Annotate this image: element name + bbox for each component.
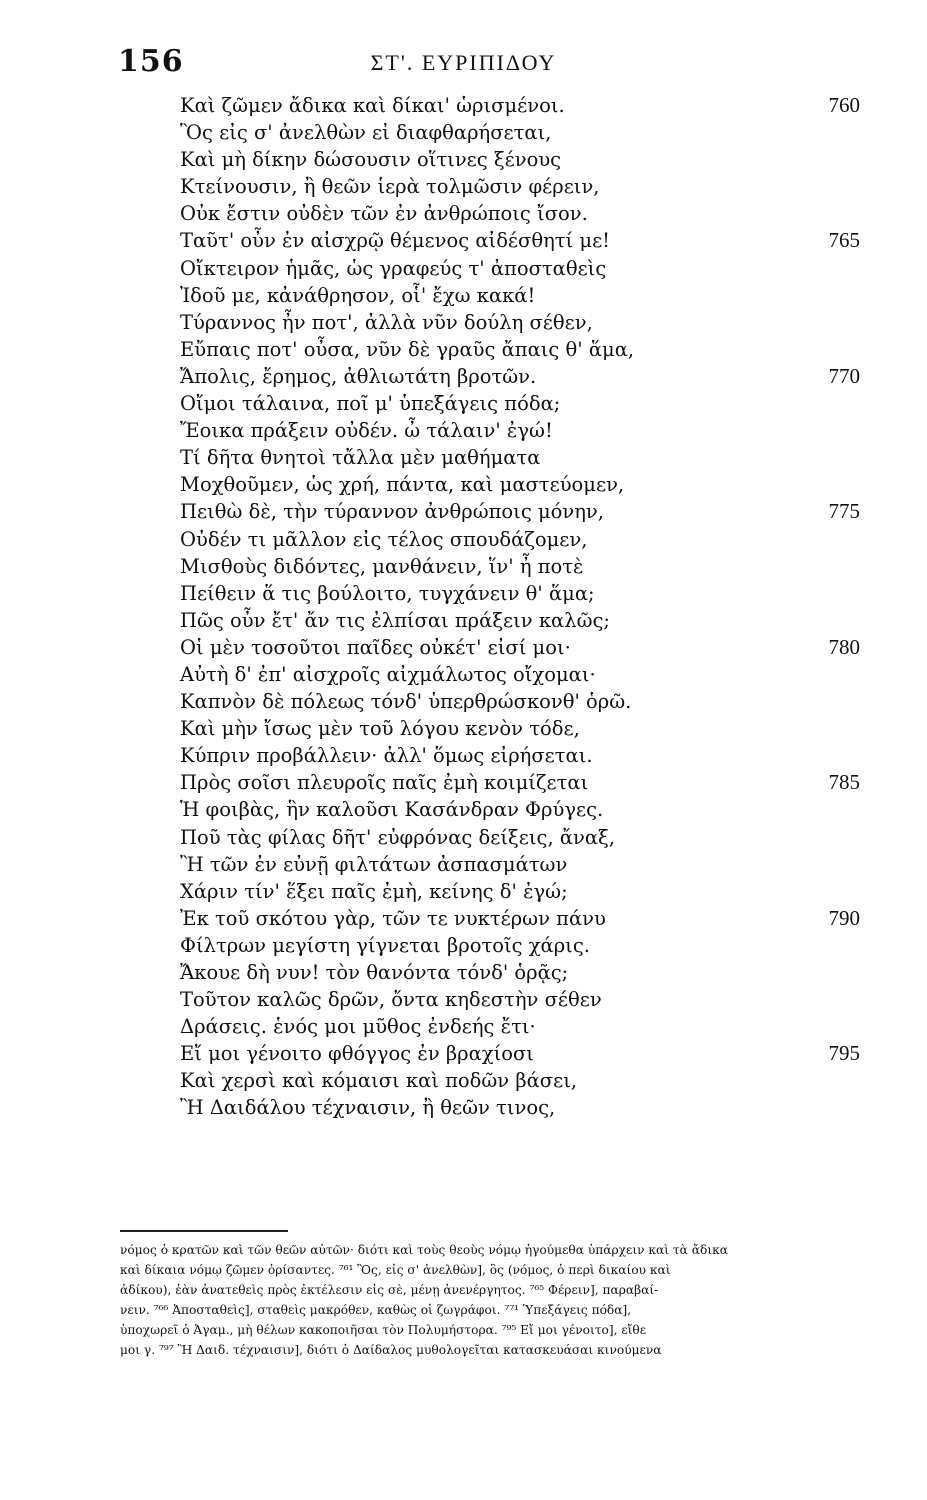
- verse-text: Ὃς εἰς σ' ἀνελθὼν εἰ διαφθαρήσεται,: [180, 121, 552, 145]
- running-head: ΣΤ'. ΕΥΡΙΠΙΔΟΥ: [370, 50, 557, 75]
- verse-line: [180, 336, 860, 363]
- verse-line: [180, 553, 860, 580]
- verse-text: Κτείνουσιν, ἢ θεῶν ἱερὰ τολμῶσιν φέρειν,: [180, 175, 600, 199]
- footnote-rule: [120, 1230, 288, 1232]
- verse-line: [180, 959, 860, 986]
- verse-line: [180, 851, 860, 878]
- verse-text: Οὐκ ἔστιν οὐδὲν τῶν ἐν ἀνθρώποις ἴσον.: [180, 202, 588, 226]
- verse-line: [180, 92, 860, 119]
- verse-text: Κύπριν προβάλλειν· ἀλλ' ὅμως εἰρήσεται.: [180, 744, 593, 768]
- verse-line: [180, 1067, 860, 1094]
- line-number: 765: [828, 228, 860, 253]
- verse-text: Μοχθοῦμεν, ὡς χρή, πάντα, καὶ μαστεύομεν,: [180, 473, 625, 497]
- line-number: 775: [828, 499, 860, 524]
- verse-line: [180, 227, 860, 254]
- footnote-line: νειν. ⁷⁶⁶ Ἀποσταθεὶς], σταθεὶς μακρόθεν, καθὼς οἱ ζωγράφοι. ⁷⁷¹ Ὑπεξάγεις πόδα],: [120, 1303, 632, 1317]
- line-number: 795: [828, 1041, 860, 1066]
- verse-text: Καὶ ζῶμεν ἄδικα καὶ δίκαι' ὡρισμένοι.: [180, 94, 565, 117]
- verse-line: [180, 688, 860, 715]
- verse-text: Ἢ τῶν ἐν εὐνῇ φιλτάτων ἀσπασμάτων: [180, 852, 568, 876]
- verse-text: Ἐκ τοῦ σκότου γὰρ, τῶν τε νυκτέρων πάνυ: [180, 906, 606, 930]
- verse-text: Εὔπαις ποτ' οὖσα, νῦν δὲ γραῦς ἄπαις θ' ἅμα,: [180, 337, 635, 361]
- verse-line: [180, 1094, 860, 1121]
- verse-line: [180, 173, 860, 200]
- verse-line: [180, 498, 860, 525]
- verse-line: [180, 580, 860, 607]
- verse-line: [180, 824, 860, 851]
- footnote-line: ὑποχωρεῖ ὁ Ἀγαμ., μὴ θέλων κακοποιῆσαι τὸν Πολυμήστορα. ⁷⁹⁵ Εἴ μοι γένοιτο], εἴθε: [120, 1323, 647, 1337]
- verse-line: [180, 878, 860, 905]
- verse-line: [180, 742, 860, 769]
- verse-line: [180, 1013, 860, 1040]
- verse-line: [180, 255, 860, 282]
- verse-line: [180, 661, 860, 688]
- verse-line: [180, 905, 860, 932]
- verse-line: [180, 769, 860, 796]
- verse-line: [180, 309, 860, 336]
- verse-text: Καὶ μὴ δίκην δώσουσιν οἵτινες ξένους: [180, 148, 562, 172]
- verse-line: [180, 526, 860, 553]
- verse-text: Ποῦ τὰς φίλας δῆτ' εὐφρόνας δείξεις, ἄναξ,: [180, 825, 615, 849]
- line-number: 785: [828, 770, 860, 795]
- verse-text: Καὶ χερσὶ καὶ κόμαισι καὶ ποδῶν βάσει,: [180, 1069, 578, 1093]
- verse-text: Καπνὸν δὲ πόλεως τόνδ' ὑπερθρώσκονθ' ὁρῶ.: [180, 690, 632, 714]
- footnotes: [120, 1240, 855, 1360]
- verse-line: [180, 390, 860, 417]
- verse-line: [180, 634, 860, 661]
- verse-text: Φίλτρων μεγίστη γίγνεται βροτοῖς χάρις.: [180, 933, 590, 957]
- page-number: 156: [118, 44, 184, 79]
- verse-line: [180, 715, 860, 742]
- verse-text: Εἴ μοι γένοιτο φθόγγος ἐν βραχίοσι: [180, 1042, 534, 1066]
- verse-text: Πρὸς σοῖσι πλευροῖς παῖς ἐμὴ κοιμίζεται: [180, 771, 589, 795]
- verse-text: Ἰδοῦ με, κἀνάθρησον, οἷ' ἔχω κακά!: [180, 283, 536, 307]
- verse-text: Ἄπολις, ἔρημος, ἀθλιωτάτη βροτῶν.: [180, 364, 537, 388]
- verse-text: Τοῦτον καλῶς δρῶν, ὄντα κηδεστὴν σέθεν: [180, 988, 602, 1012]
- verse-line: [180, 417, 860, 444]
- verse-text: Ταῦτ' οὖν ἐν αἰσχρῷ θέμενος αἰδέσθητί με!: [180, 229, 611, 253]
- verse-line: [180, 146, 860, 173]
- verse-text: Τύραννος ἦν ποτ', ἀλλὰ νῦν δούλη σέθεν,: [180, 310, 593, 334]
- verse-text: Ἡ φοιβὰς, ἣν καλοῦσι Κασάνδραν Φρύγες.: [180, 798, 604, 822]
- verse-line: [180, 932, 860, 959]
- verse-text: Δράσεις. ἑνός μοι μῦθος ἐνδεής ἔτι·: [180, 1015, 536, 1039]
- footnote-line: νόμος ὁ κρατῶν καὶ τῶν θεῶν αὐτῶν· διότι καὶ τοὺς θεοὺς νόμῳ ἡγούμεθα ὑπάρχειν καὶ τὰ ἄδικα: [120, 1243, 728, 1257]
- verse-line: [180, 363, 860, 390]
- verse-line: [180, 986, 860, 1013]
- verse-line: [180, 607, 860, 634]
- verse-text: Πειθὼ δὲ, τὴν τύραννον ἀνθρώποις μόνην,: [180, 500, 604, 524]
- line-number: 780: [828, 634, 860, 659]
- verse-line: [180, 1040, 860, 1067]
- verse-text: Χάριν τίν' ἕξει παῖς ἐμὴ, κείνης δ' ἐγώ;: [180, 879, 568, 903]
- verse-block: [180, 92, 860, 1122]
- verse-text: Πῶς οὖν ἔτ' ἄν τις ἐλπίσαι πράξειν καλῶς;: [180, 608, 610, 632]
- footnote-line: ἀδίκου), ἐὰν ἀνατεθεὶς πρὸς ἐκτέλεσιν εἰς σὲ, μένῃ ἀνενέργητος. ⁷⁶⁵ Φέρειν], παραβαί-: [120, 1283, 659, 1297]
- verse-text: Ἄκουε δὴ νυν! τὸν θανόντα τόνδ' ὁρᾷς;: [180, 961, 569, 984]
- verse-text: Αὐτὴ δ' ἐπ' αἰσχροῖς αἰχμάλωτος οἴχομαι·: [180, 662, 596, 686]
- verse-text: Μισθοὺς διδόντες, μανθάνειν, ἵν' ἦ ποτὲ: [180, 554, 584, 578]
- verse-line: [180, 282, 860, 309]
- verse-text: Τί δῆτα θνητοὶ τἄλλα μὲν μαθήματα: [180, 446, 541, 470]
- verse-text: Καὶ μὴν ἴσως μὲν τοῦ λόγου κενὸν τόδε,: [180, 717, 580, 741]
- footnote-line: μοι γ. ⁷⁹⁷ Ἢ Δαιδ. τέχναισιν], διότι ὁ Δαίδαλος μυθολογεῖται κατασκευάσαι κινούμενα: [120, 1343, 662, 1357]
- footnote-line: καὶ δίκαια νόμῳ ζῶμεν ὁρίσαντες. ⁷⁶¹ Ὃς, εἰς σ' ἀνελθὼν], ὃς (νόμος, ὁ περὶ δικαίου καὶ: [120, 1263, 671, 1277]
- verse-text: Οἴκτειρον ἡμᾶς, ὡς γραφεύς τ' ἀποσταθεὶς: [180, 256, 607, 280]
- verse-line: [180, 119, 860, 146]
- verse-line: [180, 200, 860, 227]
- verse-text: Ἢ Δαιδάλου τέχναισιν, ἢ θεῶν τινος,: [180, 1096, 556, 1120]
- line-number: 790: [828, 905, 860, 930]
- verse-text: Πείθειν ἅ τις βούλοιτο, τυγχάνειν θ' ἅμα;: [180, 581, 595, 605]
- verse-line: [180, 444, 860, 471]
- verse-line: [180, 471, 860, 498]
- verse-line: [180, 796, 860, 823]
- verse-text: Οὐδέν τι μᾶλλον εἰς τέλος σπουδάζομεν,: [180, 527, 588, 551]
- verse-text: Ἔοικα πράξειν οὐδέν. ὦ τάλαιν' ἐγώ!: [180, 419, 553, 443]
- line-number: 770: [828, 363, 860, 388]
- verse-text: Οἴμοι τάλαινα, ποῖ μ' ὑπεξάγεις πόδα;: [180, 392, 561, 416]
- verse-text: Οἱ μὲν τοσοῦτοι παῖδες οὐκέτ' εἰσί μοι·: [180, 635, 571, 659]
- line-number: 760: [828, 93, 860, 117]
